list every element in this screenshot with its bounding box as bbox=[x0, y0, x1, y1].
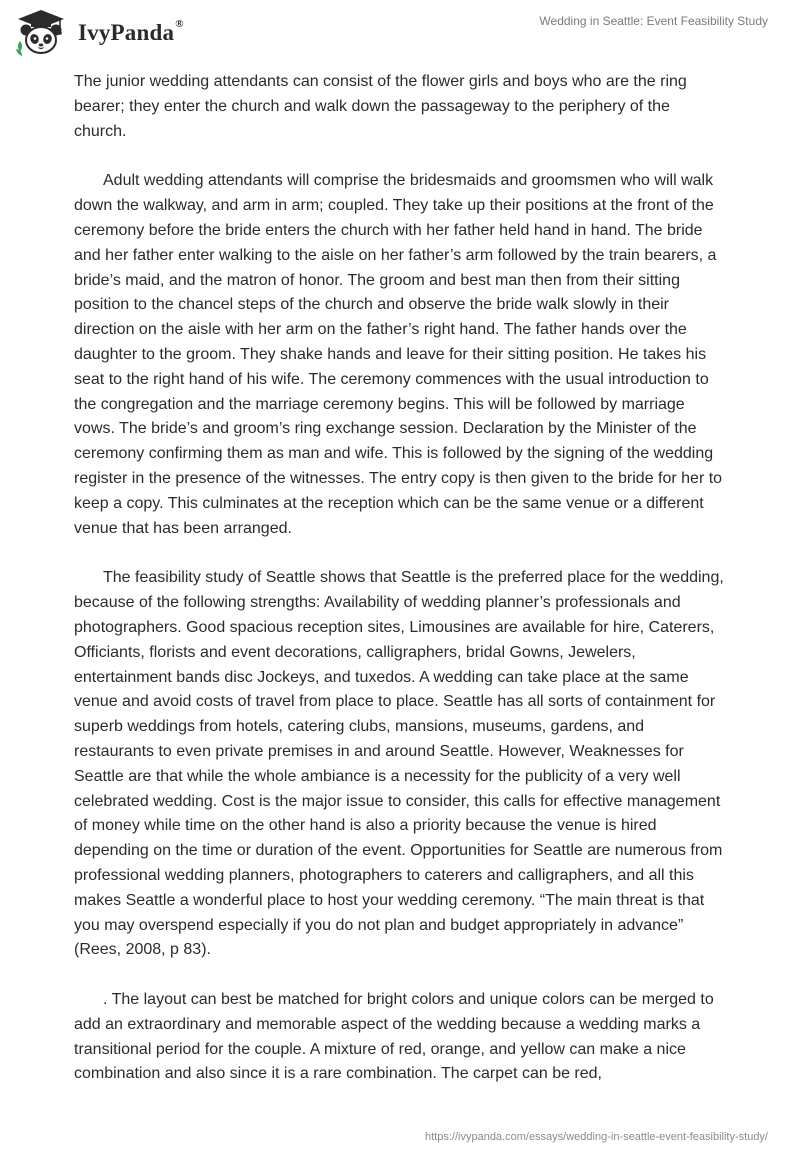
document-title: Wedding in Seattle: Event Feasibility Study bbox=[539, 14, 768, 28]
paragraph-junior-attendants: The junior wedding attendants can consist of the flower girls and boys who are the ring bearer; they enter the church and walk down the passageway to the periphery of the church. bbox=[74, 73, 687, 140]
paragraph-feasibility-study: The feasibility study of Seattle shows that Seattle is the preferred place for the wedding, because of the following strengths: Availability of wedding planner’s professionals and photographers. Good spacious reception sites, Limousines are available for hire, Caterers, Officiants, florists and event decorations, calligraphers, bridal Gowns, Jewelers, entertainment bands disc Jockeys, and tuxedos. A wedding can take place at the same venue and avoid costs of travel from place to place. Seattle has all sorts of containment for superb weddings from hotels, catering clubs, mansions, museums, gardens, and restaurants to even private premises in and around Seattle. However, Weaknesses for Seattle are that while the whole ambiance is a necessity for the publicity of a very well celebrated wedding. Cost is the major issue to consider, this calls for effective management of money while time on the other hand is also a priority because the venue is hired depending on the time or duration of the event. Opportunities for Seattle are numerous from professional wedding planners, photographers to caterers and calligraphers, and all this makes Seattle a wonderful place to host your wedding ceremony. “The main threat is that you may overspend especially if you do not plan and budget appropriately in advance” (Rees, 2008, p 83). bbox=[74, 569, 724, 959]
panda-graduate-icon bbox=[14, 8, 68, 58]
paragraph-adult-attendants: Adult wedding attendants will comprise the bridesmaids and groomsmen who will walk down the walkway, and arm in arm; coupled. They take up their positions at the front of the ceremony before the bride enters the church with her father held hand in hand. The bride and her father enter walking to the aisle on her father’s arm followed by the train bearers, a bride’s maid, and the matron of honor. The groom and best man then from their sitting position to the chancel steps of the church and observe the bride walk slowly in their direction on the aisle with her arm on the father’s right hand. The father hands over the daughter to the groom. They shake hands and leave for their sitting position. He takes his seat to the right hand of his wife. The ceremony commences with the usual introduction to the congregation and the marriage ceremony begins. This will be followed by marriage vows. The bride’s and groom’s ring exchange session. Declaration by the Minister of the ceremony confirming them as man and wife. This is followed by the signing of the wedding register in the presence of the witnesses. The entry copy is then given to the bride for her to keep a copy. This culminates at the reception which can be the same venue or a different venue that has been arranged. bbox=[74, 172, 723, 537]
brand-name: IvyPanda® bbox=[78, 18, 184, 45]
registered-mark: ® bbox=[175, 18, 184, 30]
source-url[interactable]: https://ivypanda.com/essays/wedding-in-seattle-event-feasibility-study/ bbox=[425, 1131, 768, 1143]
brand-logo[interactable] bbox=[14, 8, 184, 58]
essay-body bbox=[74, 70, 726, 1112]
paragraph-layout-colors: . The layout can best be matched for bright colors and unique colors can be merged to add an extraordinary and memorable aspect of the wedding because a wedding marks a transitional period for the couple. A mixture of red, orange, and yellow can make a nice combination and also since it is a rare combination. The carpet can be red, bbox=[74, 991, 714, 1083]
page-header bbox=[0, 0, 800, 64]
